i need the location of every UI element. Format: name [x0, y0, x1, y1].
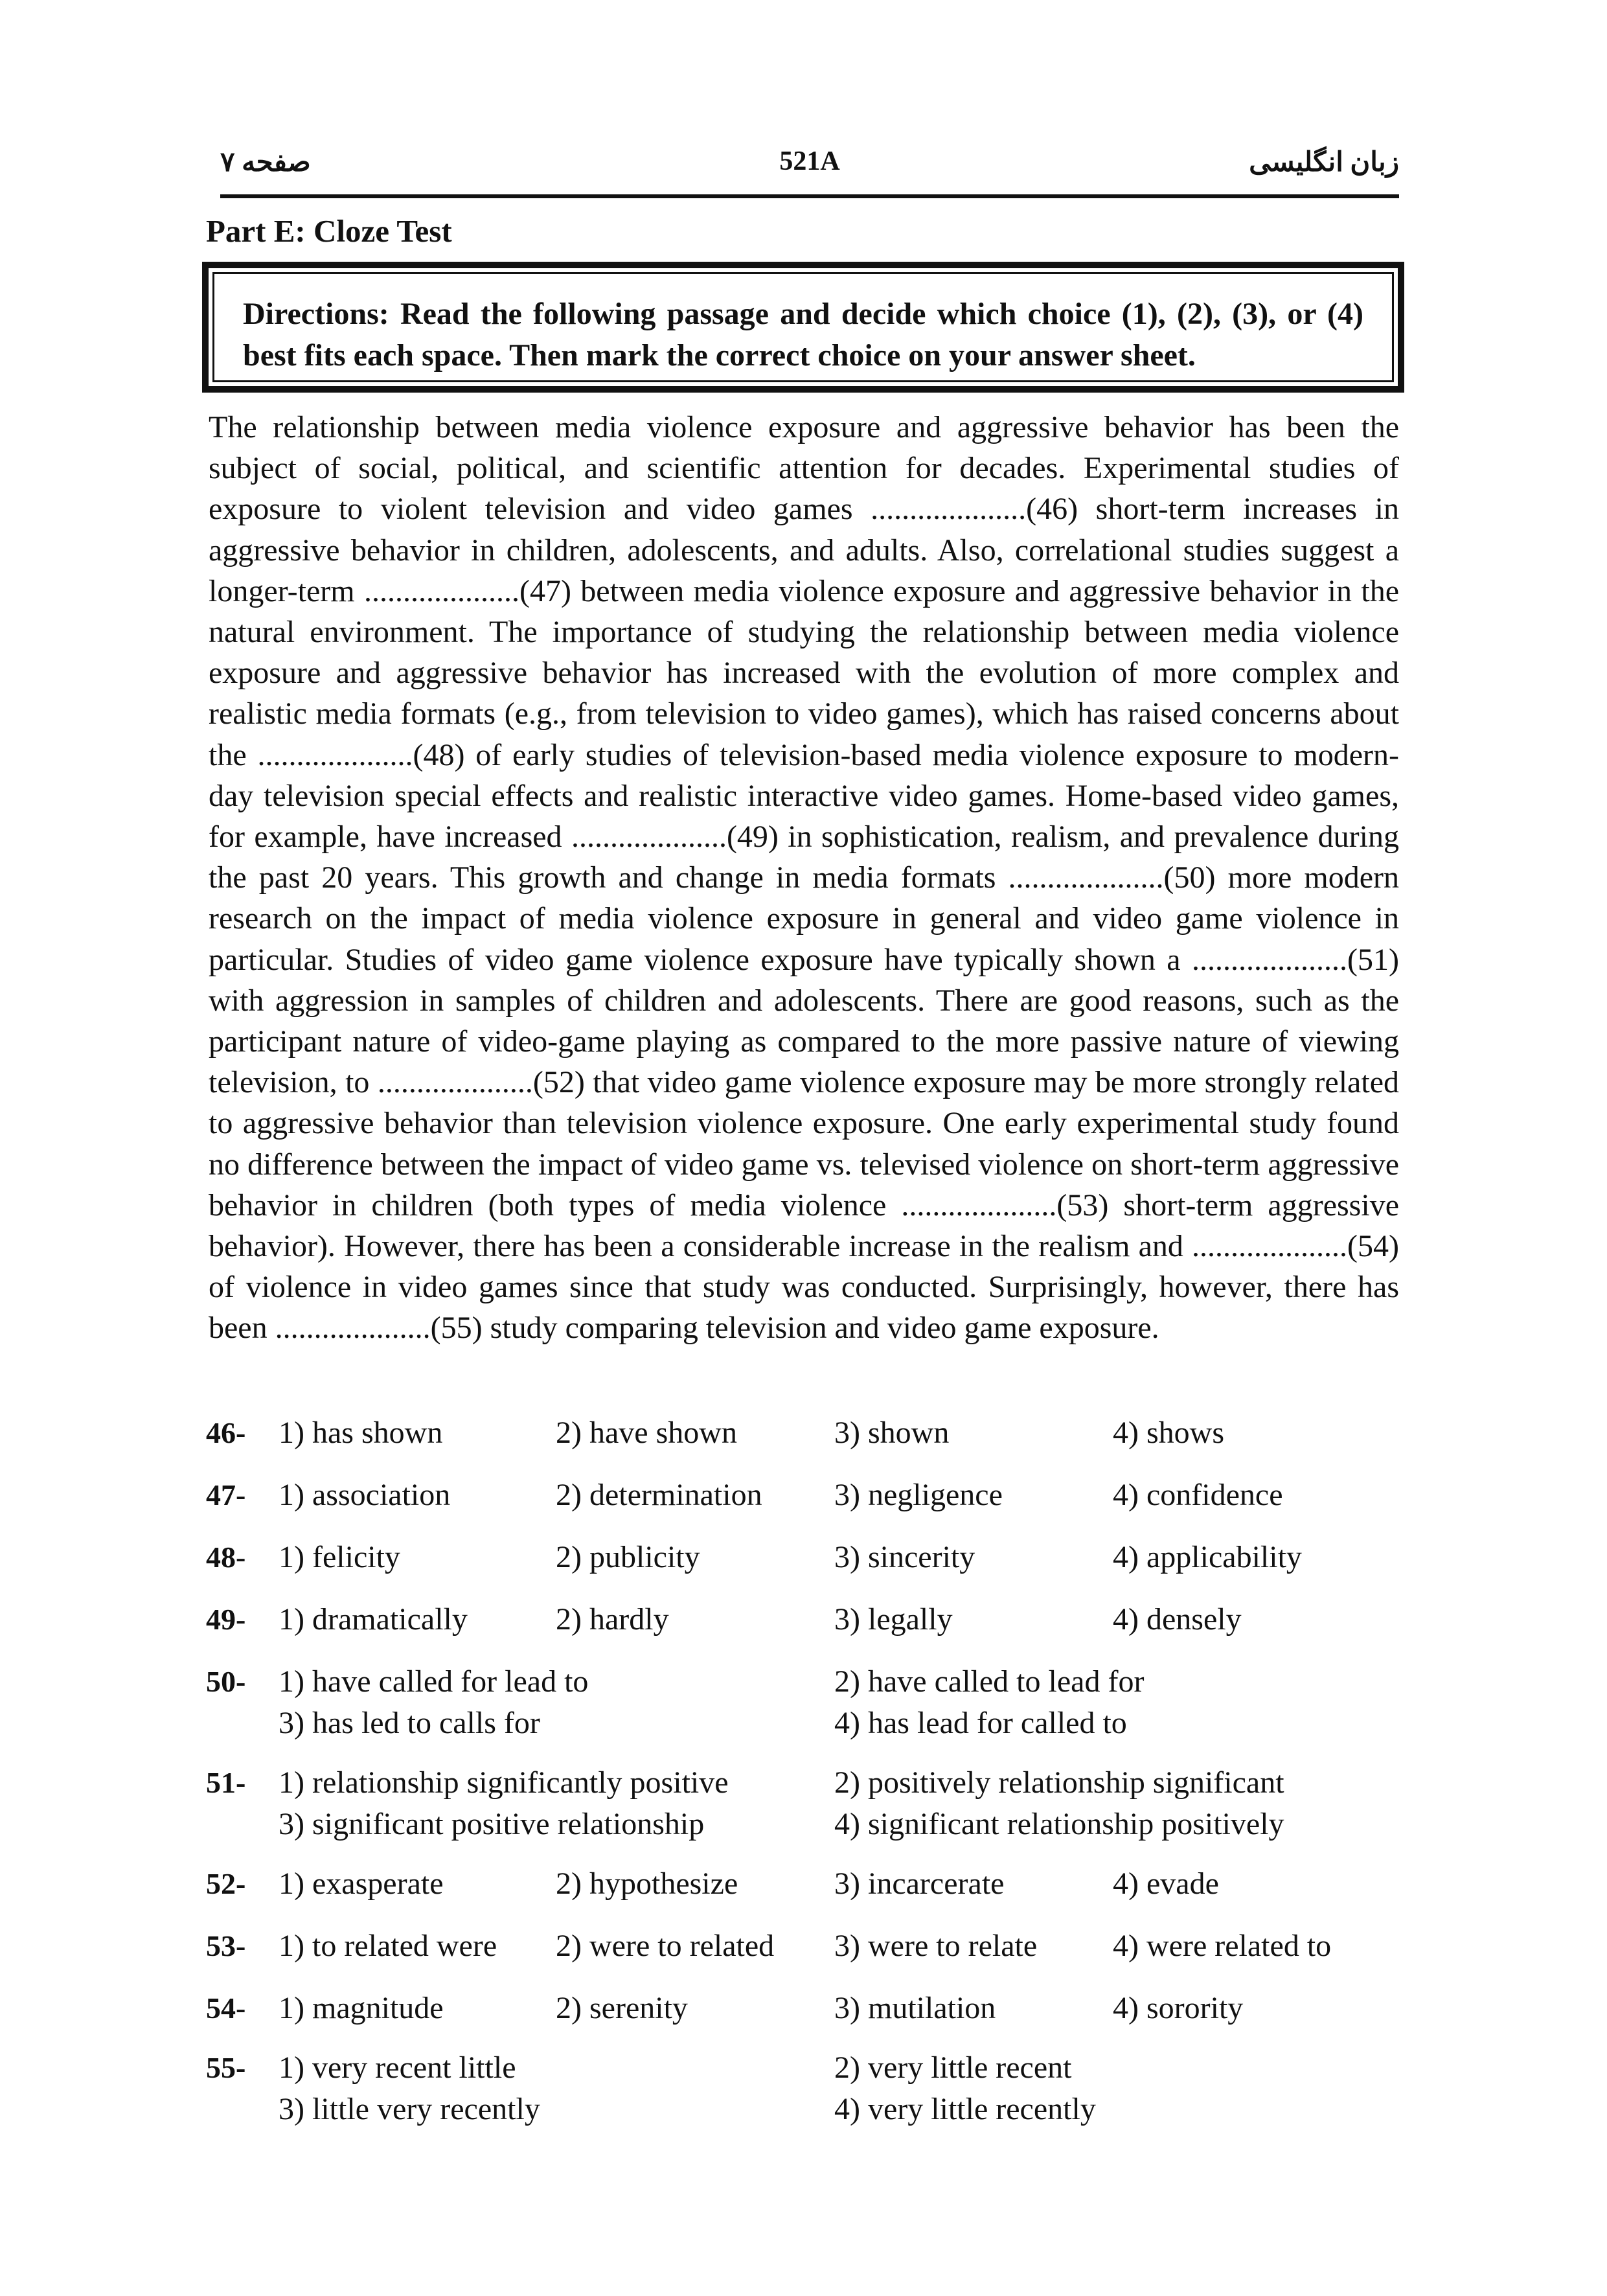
question-46 — [206, 1412, 1411, 1454]
question-list — [206, 1412, 1411, 2130]
subject-title: زبان انگلیسی — [1249, 148, 1399, 178]
option-1: 1) dramatically — [279, 1602, 468, 1636]
option-3: 3) were to relate — [834, 1929, 1038, 1963]
option-4: 4) confidence — [1113, 1478, 1283, 1512]
option-1: 1) association — [279, 1478, 451, 1512]
option-4: 4) sorority — [1113, 1991, 1244, 2025]
option-2: 2) determination — [556, 1478, 762, 1512]
question-number: 49- — [206, 1603, 246, 1636]
question-number: 52- — [206, 1867, 246, 1900]
option-3: 3) negligence — [834, 1478, 1003, 1512]
question-54 — [206, 1988, 1411, 2029]
question-49 — [206, 1599, 1411, 1640]
question-number: 46- — [206, 1416, 246, 1449]
directions-text: Directions: Read the following passage and decide which choice (1), (2), (3), or (4) best fits each space. Then mark the correct choice on your answer sheet. — [212, 272, 1394, 382]
option-2: 2) very little recent — [834, 2050, 1072, 2085]
option-4: 4) significant relationship positively — [834, 1807, 1284, 1841]
option-4: 4) very little recently — [834, 2092, 1096, 2126]
option-3: 3) sincerity — [834, 1540, 975, 1574]
question-50 — [206, 1661, 1411, 1744]
option-1: 1) felicity — [279, 1540, 400, 1574]
option-2: 2) positively relationship significant — [834, 1765, 1284, 1800]
page-header — [220, 146, 1399, 185]
option-2: 2) have shown — [556, 1416, 737, 1450]
directions-box — [202, 262, 1404, 393]
option-2: 2) serenity — [556, 1991, 688, 2025]
question-47 — [206, 1475, 1411, 1516]
question-52 — [206, 1863, 1411, 1905]
header-divider — [220, 194, 1399, 198]
cloze-passage: The relationship between media violence exposure and aggressive behavior has been the subject of social, political, and scientific attention for decades. Experimental studies of exposure to violent television and video games ....................(46) short-term increases in aggressive behavior in children, adolescents, and adults. Also, correlational studies suggest a longer-term ....................(47) between media violence exposure and aggressive behavior in the natural environment. The importance of studying the relationship between media violence exposure and aggressive behavior has increased with the evolution of more complex and realistic media formats (e.g., from television to video games), which has raised concerns about the ....................(48) of early studies of television-based media violence exposure to modern-day television special effects and realistic interactive video games. Home-based video games, for example, have increased ....................(49) in sophistication, realism, and prevalence during the past 20 years. This growth and change in media formats ....................(50) more modern research on the impact of media violence exposure in general and video game violence in particular. Studies of video game violence exposure have typically shown a ....................(51) with aggression in samples of children and adolescents. There are good reasons, such as the participant nature of video-game playing as compared to the more passive nature of viewing television, to ....................(52) that video game violence exposure may be more strongly related to aggressive behavior than television violence exposure. One early experimental study found no difference between the impact of video game vs. televised violence on short-term aggressive behavior in children (both types of media violence ....................(53) short-term aggressive behavior). However, there has been a considerable increase in the realism and ....................(54) of violence in video games since that study was conducted. Surprisingly, however, there has been ....................(55) study comparing television and video game exposure. — [209, 410, 1399, 1346]
option-1: 1) very recent little — [279, 2050, 516, 2085]
option-1: 1) magnitude — [279, 1991, 444, 2025]
option-4: 4) were related to — [1113, 1929, 1332, 1963]
question-number: 51- — [206, 1766, 246, 1799]
section-title: Part E: Cloze Test — [206, 213, 452, 249]
question-number: 55- — [206, 2051, 246, 2084]
question-number: 54- — [206, 1992, 246, 2025]
page-number: صفحه ۷ — [220, 148, 311, 178]
question-55 — [206, 2047, 1411, 2130]
option-3: 3) mutilation — [834, 1991, 996, 2025]
question-number: 47- — [206, 1478, 246, 1511]
option-2: 2) hardly — [556, 1602, 669, 1636]
option-1: 1) relationship significantly positive — [279, 1765, 729, 1800]
option-1: 1) exasperate — [279, 1866, 444, 1901]
option-4: 4) has lead for called to — [834, 1706, 1127, 1740]
option-3: 3) has led to calls for — [279, 1706, 540, 1740]
option-4: 4) evade — [1113, 1866, 1219, 1901]
option-3: 3) incarcerate — [834, 1866, 1005, 1901]
question-53 — [206, 1925, 1411, 1967]
option-4: 4) densely — [1113, 1602, 1242, 1636]
option-2: 2) have called to lead for — [834, 1664, 1145, 1699]
question-number: 53- — [206, 1929, 246, 1962]
question-number: 50- — [206, 1665, 246, 1698]
option-1: 1) has shown — [279, 1416, 443, 1450]
option-3: 3) shown — [834, 1416, 950, 1450]
option-1: 1) to related were — [279, 1929, 497, 1963]
option-2: 2) were to related — [556, 1929, 775, 1963]
exam-code: 521A — [779, 146, 840, 176]
question-48 — [206, 1537, 1411, 1578]
option-1: 1) have called for lead to — [279, 1664, 589, 1699]
option-3: 3) significant positive relationship — [279, 1807, 705, 1841]
option-2: 2) publicity — [556, 1540, 700, 1574]
option-2: 2) hypothesize — [556, 1866, 738, 1901]
option-3: 3) little very recently — [279, 2092, 540, 2126]
option-3: 3) legally — [834, 1602, 953, 1636]
option-4: 4) shows — [1113, 1416, 1225, 1450]
question-number: 48- — [206, 1541, 246, 1574]
option-4: 4) applicability — [1113, 1540, 1302, 1574]
question-51 — [206, 1762, 1411, 1845]
